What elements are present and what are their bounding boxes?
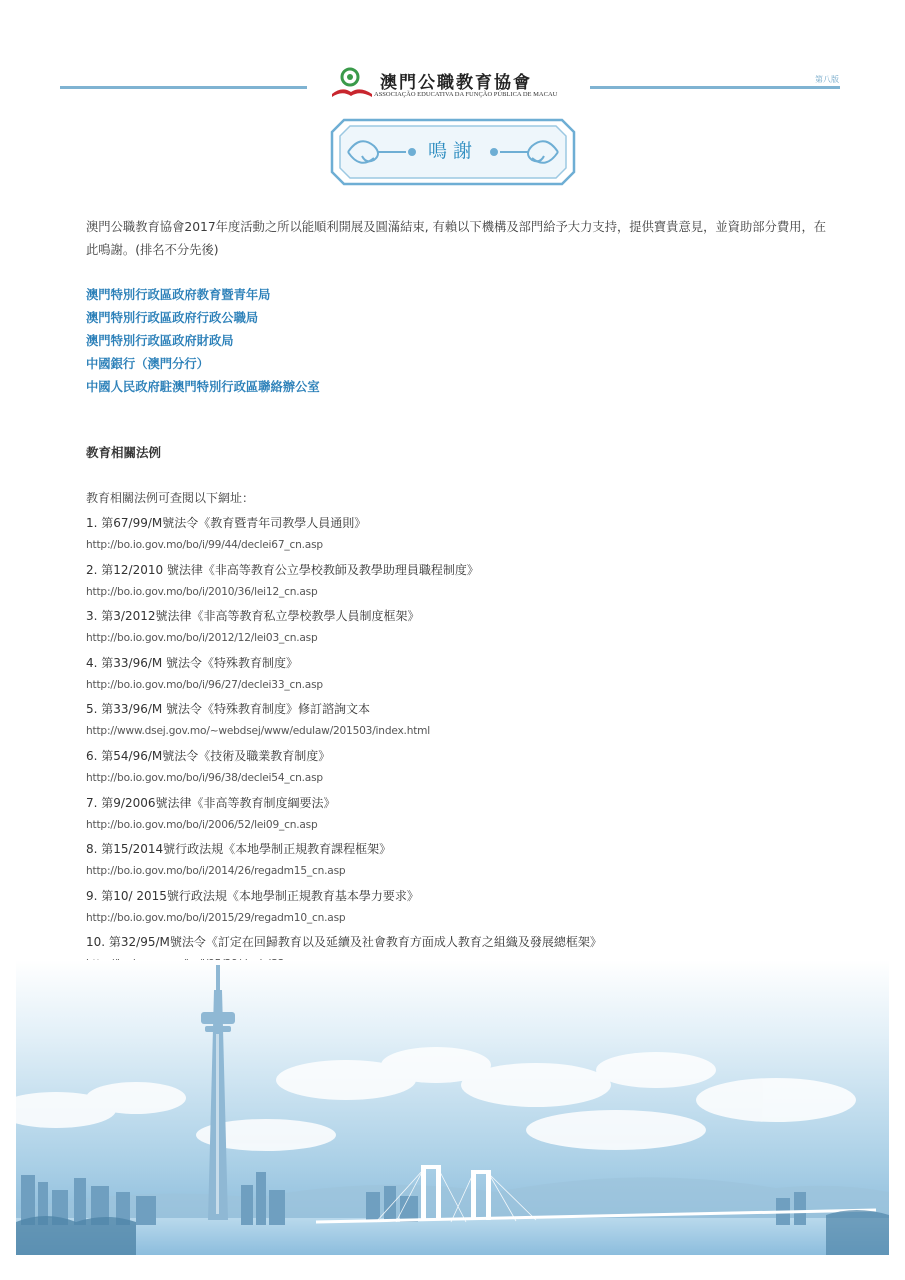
organization-item: 中國銀行（澳門分行） (86, 357, 209, 371)
banner-title: 鳴謝 (427, 140, 478, 162)
law-link[interactable]: http://bo.io.gov.mo/bo/i/99/44/declei67_cn.asp (86, 539, 323, 551)
header-rule-right (590, 86, 840, 89)
association-name-pt: ASSOCIAÇÃO EDUCATIVA DA FUNÇÃO PÚBLICA DE MACAU (374, 91, 558, 98)
law-title: 10. 第32/95/M號法令《訂定在回歸教育以及延續及社會教育方面成人教育之組織及發展總框架》 (86, 935, 602, 950)
page-edition: 第八版 (815, 75, 839, 84)
law-title: 2. 第12/2010 號法律《非高等教育公立學校教師及教學助理員職程制度》 (86, 562, 479, 577)
organization-item: 澳門特別行政區政府行政公職局 (86, 311, 259, 325)
law-item (86, 838, 602, 885)
law-item (86, 605, 602, 652)
law-title: 7. 第9/2006號法律《非高等教育制度綱要法》 (86, 795, 336, 810)
organization-item: 中國人民政府駐澳門特別行政區聯絡辦公室 (86, 380, 320, 394)
law-link[interactable]: http://bo.io.gov.mo/bo/i/96/38/declei54_cn.asp (86, 771, 323, 784)
law-link[interactable]: http://bo.io.gov.mo/bo/i/2012/12/lei03_cn.asp (86, 632, 318, 645)
association-name: 澳門公職教育協會 (380, 73, 532, 93)
organization-item: 澳門特別行政區政府教育暨青年局 (86, 288, 271, 302)
law-item (86, 652, 602, 699)
law-item (86, 792, 602, 839)
law-item (86, 698, 602, 745)
law-item (86, 559, 602, 606)
law-item (86, 745, 602, 792)
law-link[interactable]: http://bo.io.gov.mo/bo/i/2015/29/regadm10_cn.asp (86, 911, 346, 924)
laws-intro: 教育相關法例可查閱以下網址： (86, 491, 255, 505)
law-title: 1. 第67/99/M號法令《教育暨青年司教學人員通則》 (86, 516, 367, 530)
law-title: 9. 第10/ 2015號行政法規《本地學制正規教育基本學力要求》 (86, 888, 419, 903)
law-title: 5. 第33/96/M 號法令《特殊教育制度》修訂諮詢文本 (86, 702, 371, 717)
organization-item: 澳門特別行政區政府財政局 (86, 334, 234, 348)
law-link[interactable]: http://www.dsej.gov.mo/~webdsej/www/edulaw/201503/index.html (86, 725, 431, 738)
acknowledgement-banner (330, 118, 576, 186)
acknowledgement-text: 澳門公職教育協會2017年度活動之所以能順利開展及圓滿結束, 有賴以下機構及部門給予大力支持，提供寶貴意見，並資助部分費用，在此鳴謝。(排名不分先後) (86, 220, 827, 257)
macau-skyline-image (16, 960, 889, 1255)
law-link[interactable]: http://bo.io.gov.mo/bo/i/96/27/declei33_cn.asp (86, 678, 323, 691)
organization-list (86, 284, 320, 399)
law-title: 6. 第54/96/M號法令《技術及職業教育制度》 (86, 748, 331, 763)
association-logo-icon (330, 64, 374, 104)
header-rule-left (60, 86, 307, 89)
law-link[interactable]: http://bo.io.gov.mo/bo/i/2010/36/lei12_cn.asp (86, 585, 318, 598)
law-item (86, 885, 602, 932)
law-link[interactable]: http://bo.io.gov.mo/bo/i/2006/52/lei09_cn.asp (86, 818, 318, 831)
law-title: 8. 第15/2014號行政法規《本地學制正規教育課程框架》 (86, 842, 392, 857)
association-logo (330, 64, 592, 104)
law-list (86, 512, 602, 978)
law-link[interactable]: http://bo.io.gov.mo/bo/i/2014/26/regadm15_cn.asp (86, 865, 346, 878)
law-item (86, 512, 602, 559)
law-title: 3. 第3/2012號法律《非高等教育私立學校教學人員制度框架》 (86, 609, 420, 624)
laws-heading: 教育相關法例 (86, 445, 162, 460)
law-title: 4. 第33/96/M 號法令《特殊教育制度》 (86, 655, 299, 670)
